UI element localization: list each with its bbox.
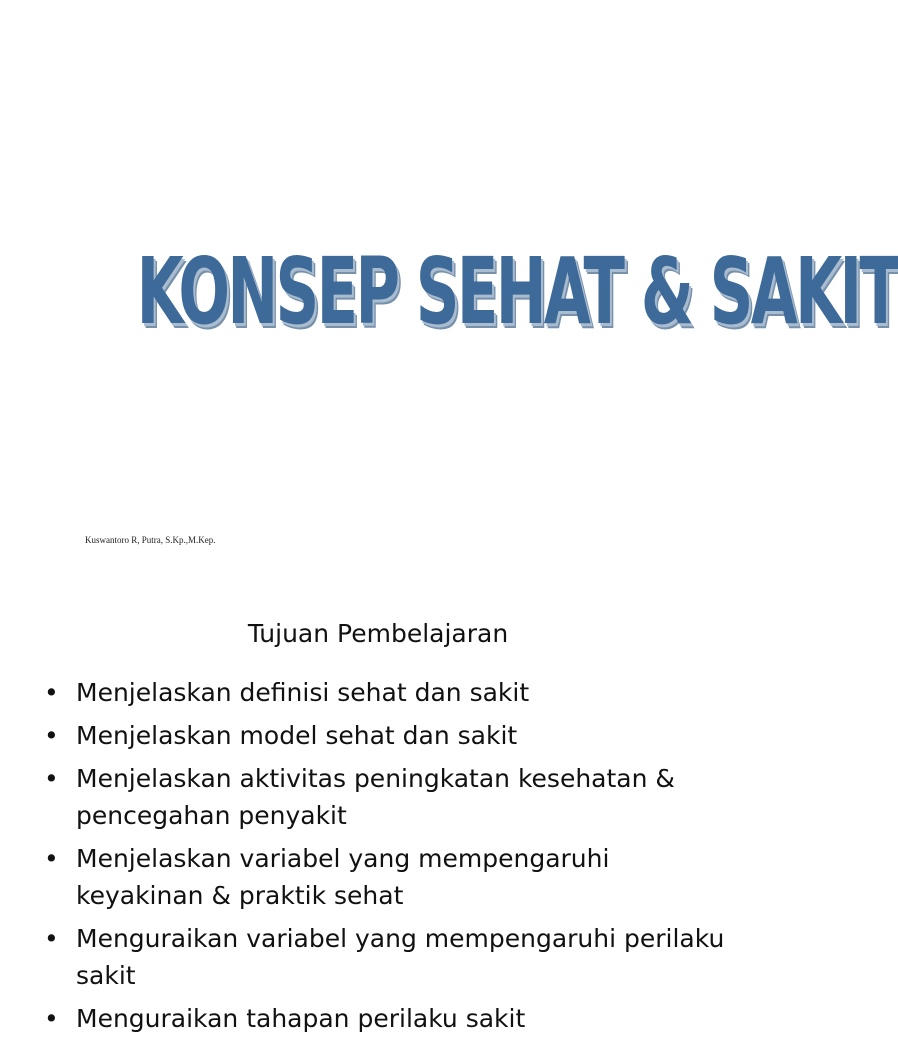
objective-text: Menjelaskan aktivitas peningkatan kesehatan & pencegahan penyakit: [76, 764, 675, 830]
list-item: [40, 1000, 740, 1037]
objective-text: Menjelaskan variabel yang mempengaruhi keyakinan & praktik sehat: [76, 844, 610, 910]
list-item: [40, 717, 740, 754]
list-item: [40, 674, 740, 711]
bullet-icon: •: [44, 844, 59, 873]
author-credit: Kuswantoro R, Putra, S.Kp.,M.Kep.: [85, 535, 216, 545]
bullet-icon: •: [44, 678, 59, 707]
objective-text: Menguraikan variabel yang mempengaruhi perilaku sakit: [76, 924, 725, 990]
objectives-list: [40, 674, 740, 1043]
bullet-icon: •: [44, 924, 59, 953]
list-item: [40, 760, 740, 834]
list-item: [40, 840, 740, 914]
bullet-icon: •: [44, 1004, 59, 1033]
objective-text: Menjelaskan model sehat dan sakit: [76, 721, 518, 750]
bullet-icon: •: [44, 764, 59, 793]
slide-title: KONSEP SEHAT & SAKIT: [136, 238, 898, 345]
objective-text: Menjelaskan definisi sehat dan sakit: [76, 678, 530, 707]
list-item: [40, 920, 740, 994]
objective-text: Menguraikan tahapan perilaku sakit: [76, 1004, 526, 1033]
section-title: Tujuan Pembelajaran: [247, 619, 509, 648]
bullet-icon: •: [44, 721, 59, 750]
